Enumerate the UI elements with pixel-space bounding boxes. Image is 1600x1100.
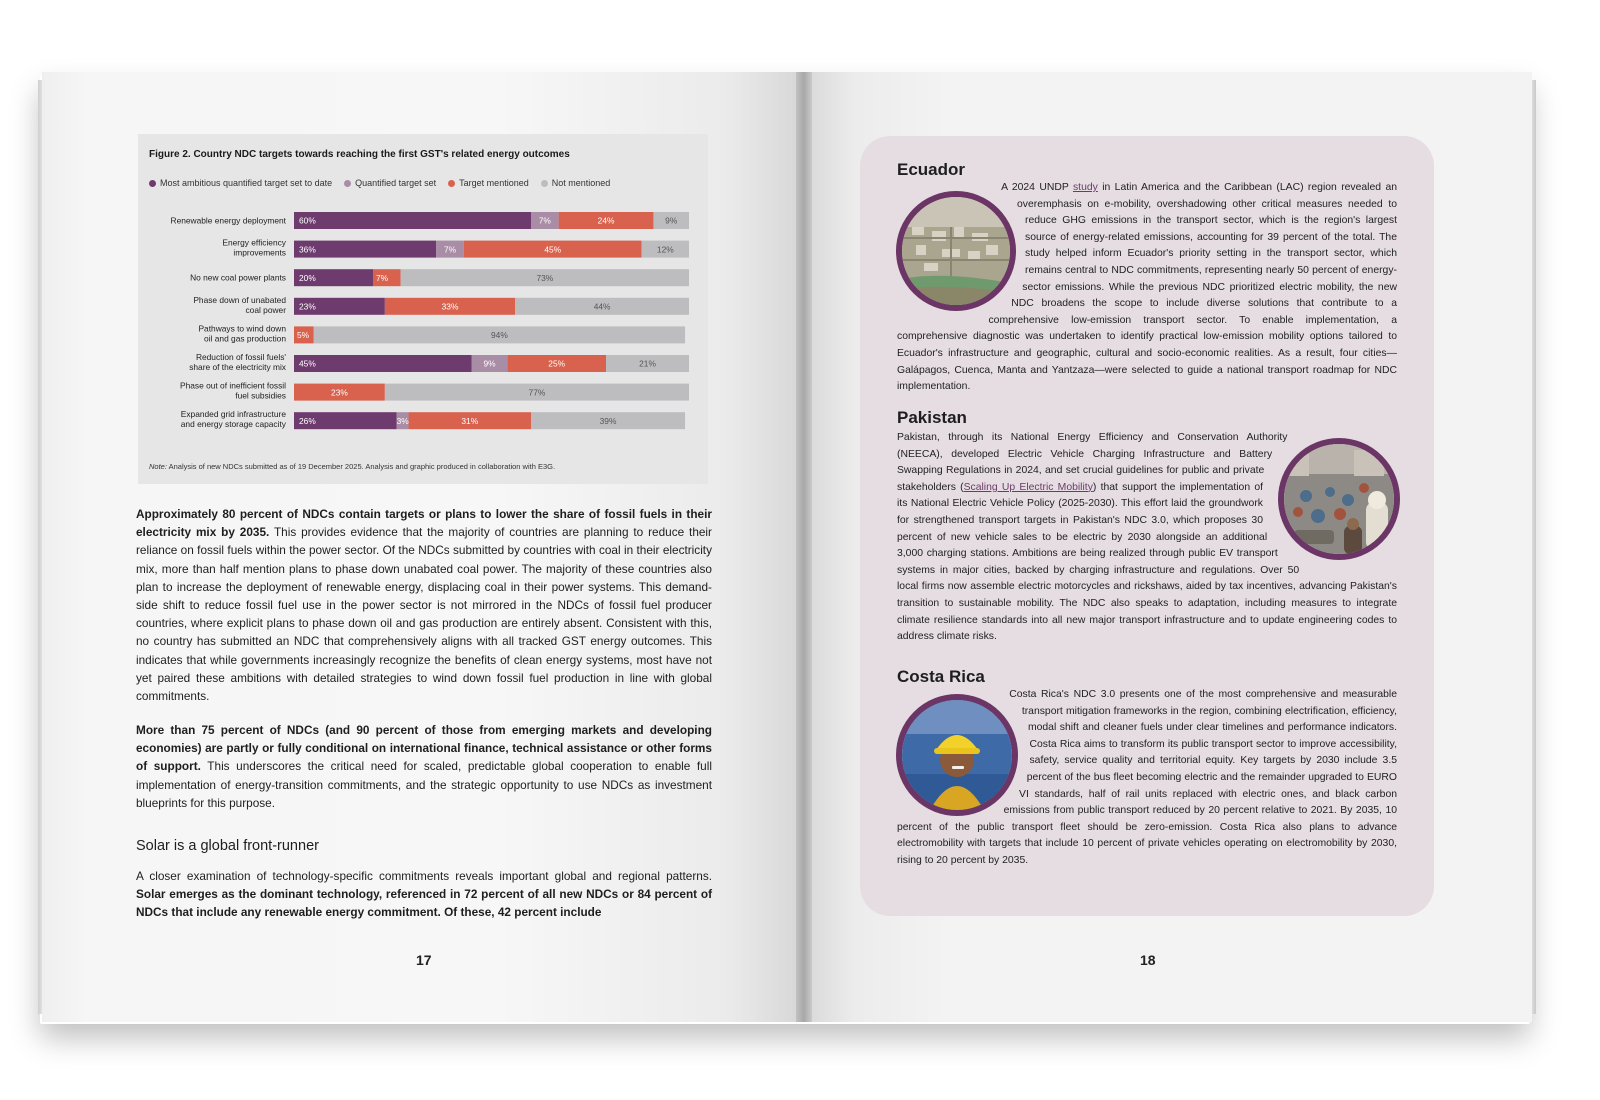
bar-segment [294,212,531,229]
data-label: 39% [599,415,617,426]
legend-label: Target mentioned [459,178,529,188]
ecuador-study-link[interactable]: study [1072,182,1098,193]
costa-rica-heading: Costa Rica [897,667,985,686]
data-label: 7% [376,272,389,283]
category-label: share of the electricity mix [189,362,286,372]
ecuador-text-pre: A 2024 UNDP [1001,182,1073,193]
category-label: oil and gas production [204,333,286,344]
legend-label: Quantified target set [355,178,437,188]
category-label: No new coal power plants [190,272,286,283]
data-label: 36% [299,244,316,255]
figure-2 [138,134,708,484]
costa-rica-text-pre: Costa Rica's NDC 3.0 presents one of the most comprehensive and measurable transport mitigation frameworks in the region, combining electrification, efficiency, modal shift and cleaner fuels under clear timelines and performance indicators. Costa Rica aims to transform its public transport sector to improve accessibility, safety, service quality and territorial equity. Key targets by 2030 include 3.5 percent of the bus fleet becoming electric and the remainder upgraded to EURO VI standards, half of rail units replaced with electric ones, and black carbon emissions from public transport reduced by 20 percent relative to 2021. By 2035, 10 percent of the public transport fleet should be zero-emission. Costa Rica also plans to advance electromobility with targets that include 10 percent of private vehicles operating on electromobility by 2030, rising to 20 percent by 2035. [897,689,1397,866]
category-label: Phase out of inefficient fossil [180,380,286,391]
bar-segment [294,355,472,372]
paragraph-2 [136,721,712,812]
paragraph-3-text: A closer examination of technology-specific commitments reveals important global and regional patterns. [136,869,712,883]
legend-swatch [344,180,351,187]
category-label: fuel subsidies [235,390,286,401]
data-label: 23% [299,301,316,312]
data-label: 45% [544,244,562,255]
paragraph-3-bold: Solar emerges as the dominant technology, referenced in 72 percent of all new NDCs or 84 percent of NDCs that include any renewable energy commitment. Of these, 42 percent include [136,887,712,920]
paragraph-1-bold: Approximately 80 percent of NDCs contain targets or plans to lower the share of fossil fuels in their electricity mix by 2035. [136,507,712,540]
note-label: Note: [149,462,167,471]
paragraph-1-text: This provides evidence that the majority of countries are planning to reduce their reliance on fossil fuels within the power sector. Of the NDCs submitted by countries with coal in their electricity mix, more than half mention plans to phase down unabated coal power. The majority of these countries also plan to increase the deployment of renewable energy, displacing coal in their power systems. This demand-side shift to reduce fossil fuel use in the power sector is not mirrored in the NDCs of fossil fuel producer countries, where explicit plans to phase down oil and gas production are entirely absent. Consistent with this, no country has submitted an NDC that comprehensively aligns with all tracked GST energy outcomes. This indicates that while governments increasingly recognize the benefits of clean energy systems, most have not yet paired these ambitions with detailed strategies to wind down fossil fuel production in line with global commitments. [136,525,712,704]
paragraph-1 [136,505,712,705]
legend-swatch [448,180,455,187]
data-label: 77% [528,387,546,398]
data-label: 9% [665,215,678,226]
page-number-left: 17 [416,952,432,968]
note-text: Analysis of new NDCs submitted as of 19 December 2025. Analysis and graphic produced in collaboration with E3G. [166,462,556,471]
ecuador-text [897,180,1397,396]
data-label: 24% [597,215,615,226]
legend-swatch [149,180,156,187]
category-label: Reduction of fossil fuels' [195,352,286,362]
paragraph-2-text: This underscores the critical need for scaled, predictable global cooperation to enable full implementation of energy-transition commitments, and the strategic opportunity to use NDCs as investment blueprints for this purpose. [136,759,712,810]
data-label: 25% [548,358,566,369]
data-label: 21% [639,358,656,369]
page-number-right: 18 [1140,952,1156,968]
data-label: 23% [331,387,348,398]
subheading: Solar is a global front-runner [136,838,319,854]
costa-rica-text [897,687,1397,870]
figure-title: Figure 2. Country NDC targets towards reaching the first GST's related energy outcomes [149,149,570,160]
pakistan-text-post: ) that support the implementation of its National Electric Vehicle Policy (2025-2030). This effort laid the groundwork for strengthened transport targets in Pakistan's NDC 3.0, which proposes 30 percent of new vehicle sales to be electric by 2030 alongside an additional 3,000 charging stations. Ambitions are being realized through public EV transport systems in major cities, backed by charging infrastructure and regulations. Over 50 local firms now assemble electric motorcycles and rickshaws, aided by tax incentives, advancing Pakistan's transition to sustainable mobility. The NDC also speaks to adaptation, including measures to integrate climate resilience standards into all new major transport infrastructure and to update engineering codes to address climate risks. [897,481,1397,643]
legend-item [149,178,332,188]
legend-label: Most ambitious quantified target set to date [160,178,333,188]
category-label: Pathways to wind down [198,323,286,334]
category-label: improvements [233,247,286,258]
data-label: 3% [396,415,409,426]
case-study-box [860,136,1434,916]
legend-item [541,178,611,188]
ecuador-heading: Ecuador [897,160,966,179]
data-label: 60% [299,215,316,226]
data-label: 7% [443,244,457,255]
ecuador-text-wrap [897,180,1017,322]
data-label: 5% [297,330,310,341]
paragraph-2-bold: More than 75 percent of NDCs (and 90 percent of those from emerging markets and developing economies) are partly or fully conditional on international finance, technical assistance or other forms of support. [136,723,712,774]
data-label: 26% [299,415,316,426]
legend-item [448,178,529,188]
data-label: 31% [461,415,479,426]
category-label: Renewable energy deployment [170,215,286,226]
category-label: Energy efficiency [222,237,286,248]
ecuador-text-post: in Latin America and the Caribbean (LAC) region revealed an overemphasis on e-mobility, overshadowing other critical measures needed to reduce GHG emissions in the transport sector, which is the region's largest source of energy-related emissions, accounting for 39 percent of the total. The study helped inform Ecuador's priority setting in the transport sector, which remains central to NDC commitments, representing nearly 50 percent of energy-sector emissions. While the previous NDC prioritized electric mobility, the new NDC broadens the scope to include diverse solutions that contribute to a comprehensive low-emission transport sector. To enable implementation, a comprehensive diagnostic was undertaken to identify practical low-emission mobility options tailored to Ecuador's infrastructure and geographic, cultural and socio-economic realities. As a result, four cities—Galápagos, Cuenca, Manta and Yantzaza—were selected to guide a national transport roadmap for NDC implementation. [897,182,1397,393]
data-label: 12% [656,244,674,255]
paragraph-3 [136,867,712,922]
legend-swatch [541,180,548,187]
book-spine [796,72,812,1022]
category-label: Phase down of unabated [193,294,286,305]
stacked-bar-chart [138,204,708,444]
right-page [804,72,1532,1022]
data-label: 33% [441,301,459,312]
category-label: Expanded grid infrastructure [180,409,286,420]
pakistan-scaling-up-link[interactable]: Scaling Up Electric Mobility [963,481,1093,493]
data-label: 44% [593,301,611,312]
data-label: 94% [491,330,508,341]
data-label: 73% [536,272,554,283]
data-label: 20% [299,272,316,283]
pakistan-text-pre: Pakistan, through its National Energy Efficiency and Conservation Authority (NEECA), developed Electric Vehicle Charging Infrastructure and Battery Swapping Regulations in 2024, and set crucial guidelines for public and private stakeholders ( [897,432,1288,493]
pakistan-text [897,430,1397,646]
pakistan-text-wrap [1271,430,1397,572]
legend-label: Not mentioned [551,178,611,188]
category-label: and energy storage capacity [180,419,286,430]
figure-note [149,462,555,471]
left-page [42,72,804,1022]
data-label: 45% [299,358,316,369]
data-label: 9% [483,358,496,369]
legend-item [344,178,436,188]
chart-legend [149,178,610,188]
category-label: coal power [245,304,286,315]
data-label: 7% [538,215,551,226]
pakistan-heading: Pakistan [897,408,967,427]
costa-rica-text-wrap [897,687,1023,815]
